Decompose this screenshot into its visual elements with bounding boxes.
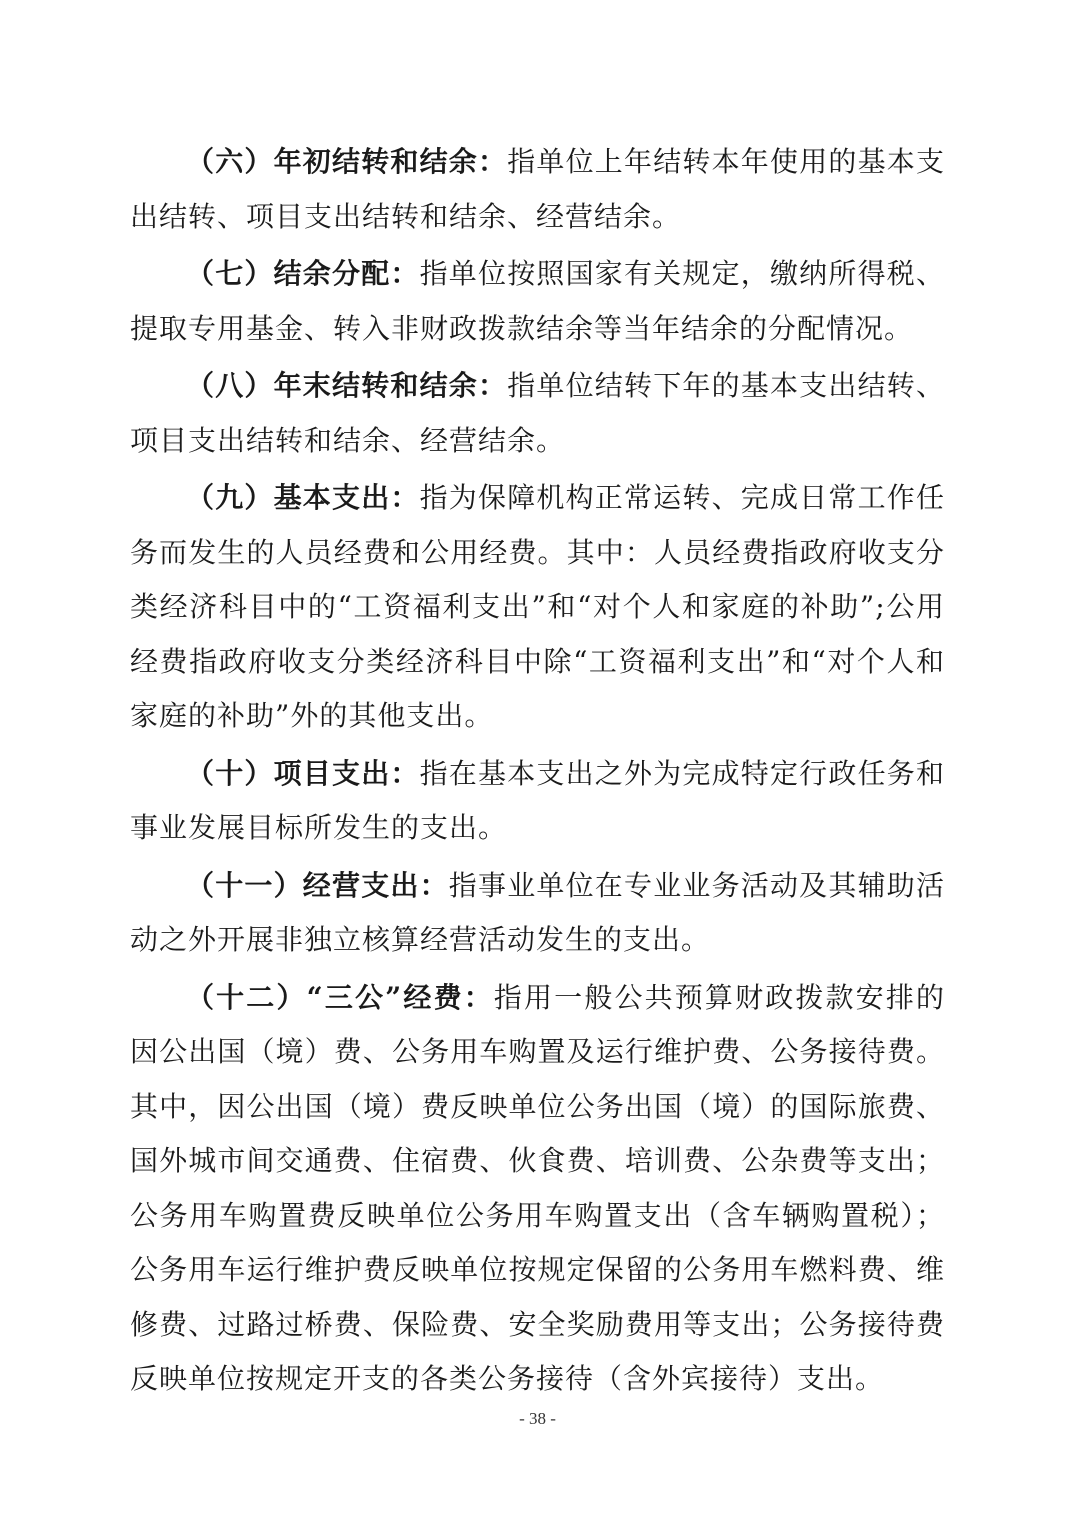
paragraph-10	[130, 747, 945, 856]
paragraph-12	[130, 971, 945, 1407]
term-heading: （十）项目支出：	[186, 756, 420, 790]
term-definition: 指在基本支出之外为完成特定行政任务和事业发展目标所发生的支出。	[130, 756, 945, 844]
term-definition: 指单位按照国家有关规定，缴纳所得税、提取专用基金、转入非财政拨款结余等当年结余的分配情况。	[130, 257, 945, 345]
term-heading: （七）结余分配：	[186, 257, 420, 290]
page-number: - 38 -	[519, 1409, 556, 1428]
term-definition: 指事业单位在专业业务活动及其辅助活动之外开展非独立核算经营活动发生的支出。	[130, 868, 945, 956]
paragraph-6	[130, 135, 945, 244]
paragraph-11	[130, 859, 945, 968]
term-heading: （六）年初结转和结余：	[186, 145, 508, 178]
paragraph-8	[130, 359, 945, 468]
term-heading: （九）基本支出：	[186, 481, 420, 514]
document-body	[130, 135, 945, 1410]
paragraph-9	[130, 471, 945, 744]
term-definition: 指用一般公共预算财政拨款安排的因公出国（境）费、公务用车购置及运行维护费、公务接待费。其中，因公出国（境）费反映单位公务出国（境）的国际旅费、国外城市间交通费、住宿费、伙食费、培训费、公杂费等支出；公务用车购置费反映单位公务用车购置支出（含车辆购置税）；公务用车运行维护费反映单位按规定保留的公务用车燃料费、维修费、过路过桥费、保险费、安全奖励费用等支出；公务接待费反映单位按规定开支的各类公务接待（含外宾接待）支出。	[130, 980, 945, 1395]
paragraph-7	[130, 247, 945, 356]
term-definition: 指单位结转下年的基本支出结转、项目支出结转和结余、经营结余。	[130, 369, 945, 457]
term-heading: （十一）经营支出：	[186, 868, 449, 902]
term-heading: （十二）“三公”经费：	[186, 980, 494, 1014]
term-definition: 指单位上年结转本年使用的基本支出结转、项目支出结转和结余、经营结余。	[130, 145, 945, 233]
term-heading: （八）年末结转和结余：	[186, 369, 508, 402]
term-definition: 指为保障机构正常运转、完成日常工作任务而发生的人员经费和公用经费。其中：人员经费指政府收支分类经济科目中的“工资福利支出”和“对个人和家庭的补助”;公用经费指政府收支分类经济科目中除“工资福利支出”和“对个人和家庭的补助”外的其他支出。	[130, 481, 945, 732]
